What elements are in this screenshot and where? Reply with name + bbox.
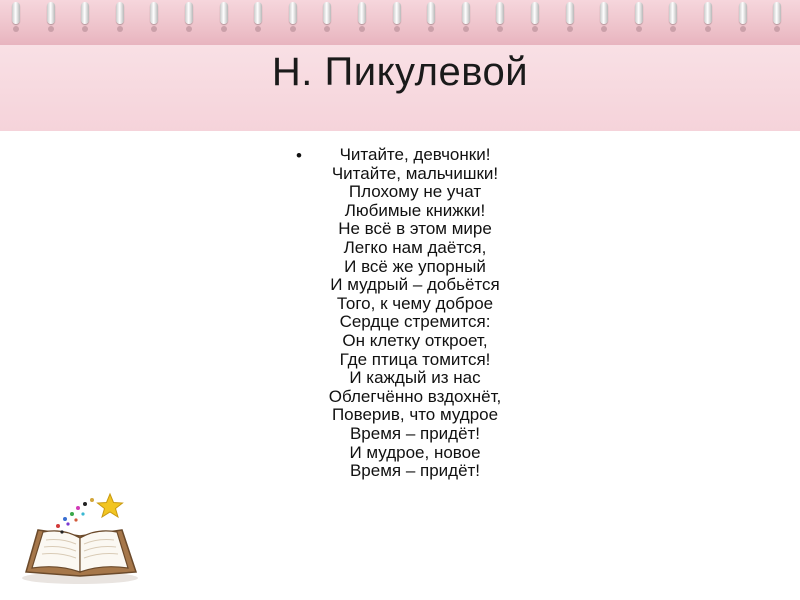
gold-star-icon <box>98 494 123 517</box>
binding-ring <box>600 2 608 24</box>
binding-ring <box>496 2 504 24</box>
binding-ring <box>393 2 401 24</box>
binding-hole <box>740 26 746 32</box>
poem-line: Не всё в этом мире <box>338 219 492 239</box>
open-book-with-stars-icon <box>18 492 148 587</box>
poem-line: Где птица томится! <box>339 349 491 369</box>
binding-hole <box>601 26 607 32</box>
binding-ring <box>81 2 89 24</box>
binding-ring <box>462 2 470 24</box>
binding-hole <box>774 26 780 32</box>
binding-hole <box>117 26 123 32</box>
binding-ring <box>220 2 228 24</box>
binding-hole <box>567 26 573 32</box>
binding-ring <box>566 2 574 24</box>
poem-line: И мудрое, новое <box>349 442 481 462</box>
binding-hole <box>497 26 503 32</box>
binding-hole <box>394 26 400 32</box>
binding-hole <box>13 26 19 32</box>
poem-line: И мудрый – добьётся <box>330 275 500 295</box>
binding-ring <box>739 2 747 24</box>
binding-ring <box>635 2 643 24</box>
binding-ring <box>12 2 20 24</box>
binding-ring <box>358 2 366 24</box>
sparkle-stars <box>56 498 94 534</box>
poem-line: Того, к чему доброе <box>336 293 494 313</box>
bullet-marker: • <box>296 146 302 165</box>
binding-hole <box>82 26 88 32</box>
binding-hole <box>290 26 296 32</box>
poem-line: Время – придёт! <box>349 423 481 443</box>
poem-line: Поверив, что мудрое <box>331 405 499 425</box>
poem-line: Легко нам даётся, <box>343 237 487 257</box>
binding-ring <box>185 2 193 24</box>
poem-line: Сердце стремится: <box>339 312 491 332</box>
binding-hole <box>324 26 330 32</box>
binding-ring <box>150 2 158 24</box>
binding-hole <box>359 26 365 32</box>
binding-ring <box>254 2 262 24</box>
slide-title: Н. Пикулевой <box>271 50 529 94</box>
poem-line: Читайте, мальчишки! <box>331 163 499 183</box>
poem-line: Читайте, девчонки! <box>339 145 491 164</box>
binding-ring <box>773 2 781 24</box>
binding-hole <box>428 26 434 32</box>
poem-line: И каждый из нас <box>349 368 481 388</box>
binding-hole <box>221 26 227 32</box>
binding-hole <box>255 26 261 32</box>
binding-ring <box>289 2 297 24</box>
binding-hole <box>463 26 469 32</box>
binding-hole <box>48 26 54 32</box>
binding-ring <box>427 2 435 24</box>
poem-line: Время – придёт! <box>349 461 481 481</box>
binding-ring <box>669 2 677 24</box>
binding-ring <box>704 2 712 24</box>
binding-ring <box>47 2 55 24</box>
poem-line: Любимые книжки! <box>344 200 486 220</box>
binding-ring <box>531 2 539 24</box>
spiral-binding-strip <box>0 0 800 46</box>
poem-line: Облегчённо вздохнёт, <box>328 386 502 406</box>
poem-line: И всё же упорный <box>344 256 486 276</box>
binding-hole <box>186 26 192 32</box>
binding-hole <box>636 26 642 32</box>
poem-text <box>260 146 570 481</box>
binding-hole <box>151 26 157 32</box>
poem-line: Плохому не учат <box>348 182 482 202</box>
poem-line: Он клетку откроет, <box>342 330 488 350</box>
binding-ring <box>116 2 124 24</box>
binding-hole <box>670 26 676 32</box>
binding-hole <box>532 26 538 32</box>
binding-ring <box>323 2 331 24</box>
binding-hole <box>705 26 711 32</box>
